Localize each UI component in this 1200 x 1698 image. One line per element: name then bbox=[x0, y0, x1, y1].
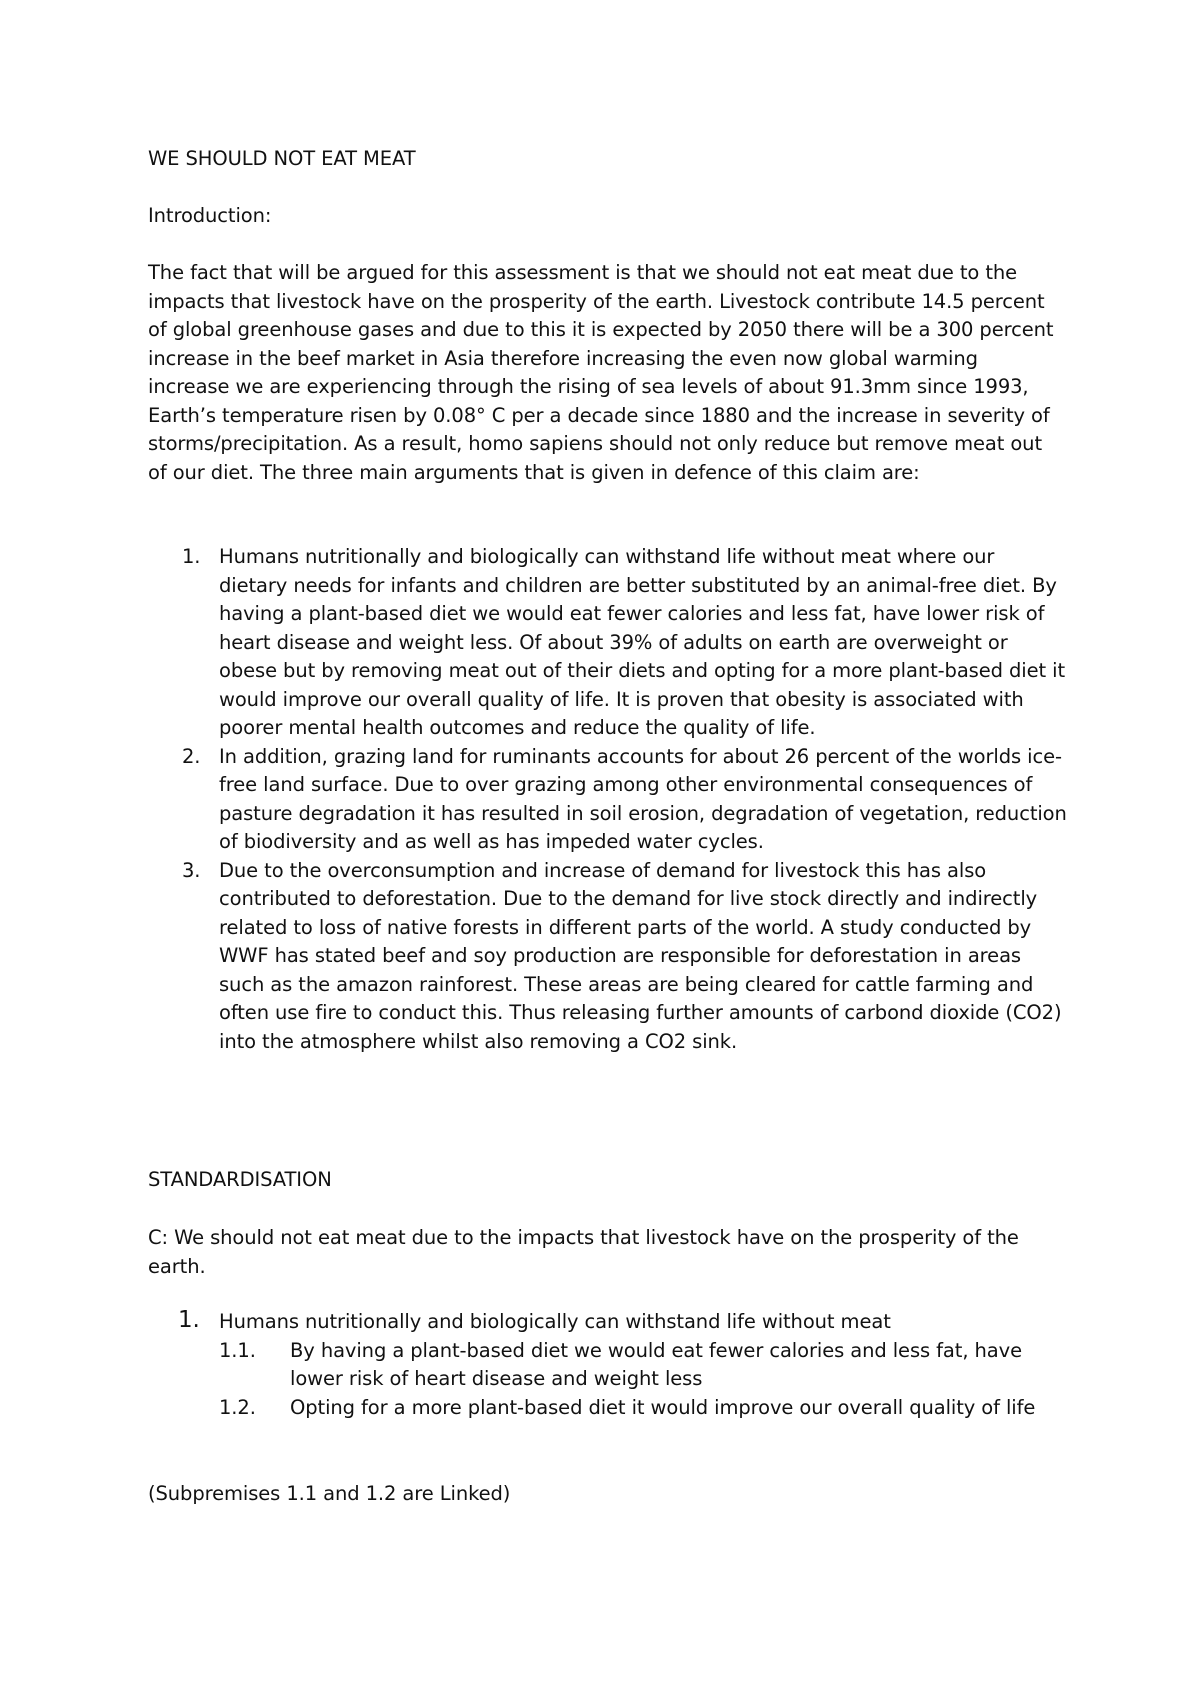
subpremise-number: 1.2. bbox=[219, 1395, 256, 1419]
argument-text: In addition, grazing land for ruminants accounts for about 26 percent of the worlds ice-free land surface. Due to over grazing among other environmental consequences of pasture degradation it has resulted in soil erosion, degradation of vegetation, reduction of biodiversity and as well as has impeded water cycles. bbox=[219, 744, 1067, 853]
document-title: WE SHOULD NOT EAT MEAT bbox=[148, 147, 416, 170]
linkage-note: (Subpremises 1.1 and 1.2 are Linked) bbox=[148, 1482, 511, 1505]
subpremises-list bbox=[219, 1337, 1068, 1423]
subpremise-item bbox=[219, 1394, 1068, 1423]
argument-text: Humans nutritionally and biologically can withstand life without meat where our dietary needs for infants and children are better substituted by an animal-free diet. By having a plant-based diet we would eat fewer calories and less fat, have lower risk of heart disease and weight less. Of about 39% of adults on earth are overweight or obese but by removing meat out of their diets and opting for a more plant-based diet it would improve our overall quality of life. It is proven that obesity is associated with poorer mental health outcomes and reduce the quality of life. bbox=[219, 545, 1066, 739]
arguments-list bbox=[148, 543, 1068, 1056]
premise-number: 1. bbox=[178, 1307, 200, 1333]
conclusion-statement: C: We should not eat meat due to the impacts that livestock have on the prosperity of the earth. bbox=[148, 1226, 1019, 1278]
argument-number: 2. bbox=[182, 744, 201, 768]
standardisation-heading: STANDARDISATION bbox=[148, 1168, 332, 1191]
argument-item bbox=[148, 743, 1068, 857]
premises-list bbox=[148, 1308, 1068, 1422]
argument-number: 3. bbox=[182, 858, 201, 882]
premise-item bbox=[148, 1308, 1068, 1422]
premise-text: Humans nutritionally and biologically can withstand life without meat bbox=[219, 1310, 891, 1333]
argument-item bbox=[148, 543, 1068, 743]
argument-text: Due to the overconsumption and increase of demand for livestock this has also contributed to deforestation. Due to the demand for live stock directly and indirectly related to loss of native forests in different parts of the world. A study conducted by WWF has stated beef and soy production are responsible for deforestation in areas such as the amazon rainforest. These areas are being cleared for cattle farming and often use fire to conduct this. Thus releasing further amounts of carbond dioxide (CO2) into the atmosphere whilst also removing a CO2 sink. bbox=[219, 858, 1062, 1053]
subpremise-text: Opting for a more plant-based diet it would improve our overall quality of life bbox=[290, 1395, 1036, 1419]
subpremise-number: 1.1. bbox=[219, 1338, 256, 1362]
argument-item bbox=[148, 857, 1068, 1057]
subpremise-text: By having a plant-based diet we would eat fewer calories and less fat, have lower risk of heart disease and weight less bbox=[290, 1338, 1022, 1390]
argument-number: 1. bbox=[182, 545, 201, 568]
introduction-heading: Introduction: bbox=[148, 204, 272, 227]
subpremise-item bbox=[219, 1337, 1068, 1394]
introduction-paragraph: The fact that will be argued for this assessment is that we should not eat meat due to the impacts that livestock have on the prosperity of the earth. Livestock contribute 14.5 percent of global greenhouse gases and due to this it is expected by 2050 there will be a 300 percent increase in the beef market in Asia therefore increasing the even now global warming increase we are experiencing through the rising of sea levels of about 91.3mm since 1993, Earth’s temperature risen by 0.08° C per a decade since 1880 and the increase in severity of storms/precipitation. As a result, homo sapiens should not only reduce but remove meat out of our diet. The three main arguments that is given in defence of this claim are: bbox=[148, 261, 1054, 484]
